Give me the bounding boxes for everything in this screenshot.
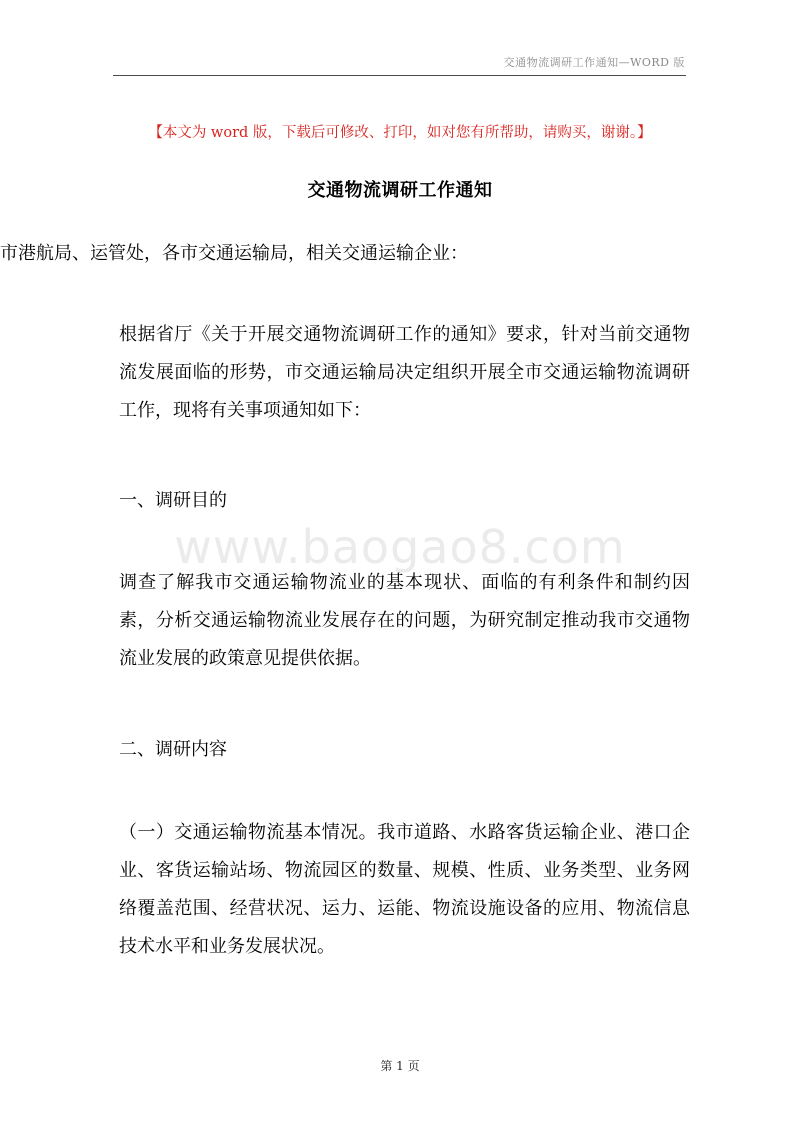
section-heading-content: 二、调研内容 — [119, 739, 227, 760]
addressee-paragraph: 市港航局、运管处，各市交通运输局，相关交通运输企业： — [0, 243, 468, 264]
header-title: 交通物流调研工作通知—WORD 版 — [503, 56, 685, 69]
document-title: 交通物流调研工作通知 — [307, 180, 493, 201]
content-item-1-paragraph: （一）交通运输物流基本情况。我市道路、水路客货运输企业、港口企业、客货运输站场、物流园区的数量、规模、性质、业务类型、业务网络覆盖范围、经营状况、运力、运能、物流设施设备的应用、物流信息技术水平和业务发展状况。 — [119, 822, 690, 957]
page-number: 第 1 页 — [380, 1059, 420, 1073]
purpose-paragraph: 调查了解我市交通运输物流业的基本现状、面临的有利条件和制约因素，分析交通运输物流业发展存在的问题，为研究制定推动我市交通物流业发展的政策意见提供依据。 — [119, 572, 690, 669]
watermark: www.baogao8.com — [174, 520, 626, 574]
header-divider — [113, 75, 686, 76]
purchase-notice: 【本文为 word 版，下载后可修改、打印，如对您有所帮助，请购买，谢谢。】 — [148, 125, 652, 141]
intro-paragraph: 根据省厅《关于开展交通物流调研工作的通知》要求，针对当前交通物流发展面临的形势，市交通运输局决定组织开展全市交通运输物流调研工作，现将有关事项通知如下： — [119, 324, 690, 421]
section-heading-purpose: 一、调研目的 — [119, 490, 227, 511]
